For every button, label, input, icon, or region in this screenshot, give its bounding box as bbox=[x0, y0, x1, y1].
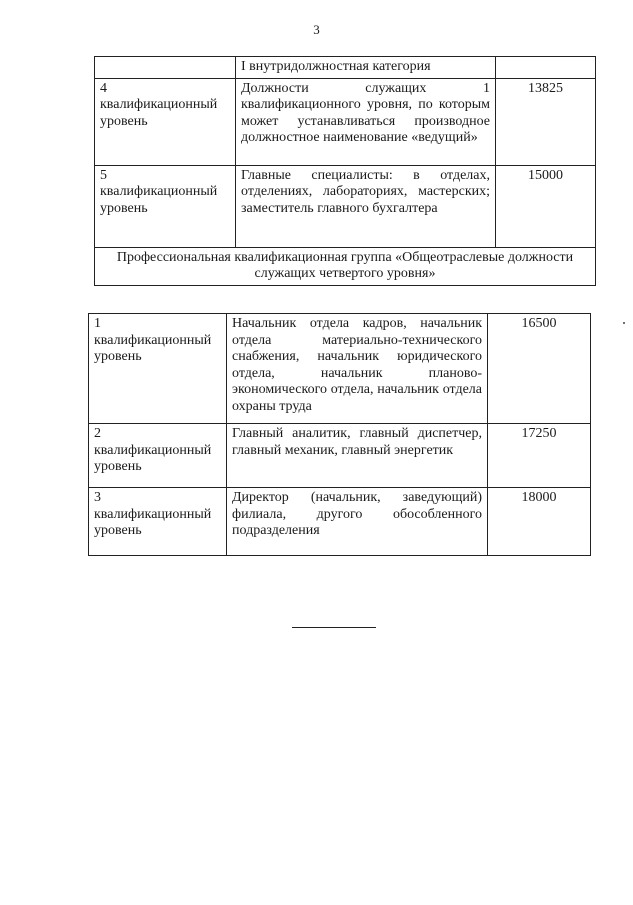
level-cell bbox=[95, 165, 236, 247]
empty-cell bbox=[496, 57, 596, 79]
level-word: квалификационный bbox=[94, 442, 212, 458]
level-unit: уровень bbox=[94, 523, 142, 538]
level-word: квалификационный bbox=[94, 332, 212, 348]
salary-value: 18000 bbox=[488, 488, 591, 556]
category-title: I внутридолжностная категория bbox=[236, 57, 496, 79]
level-word: квалификационный bbox=[94, 506, 212, 522]
level-number: 4 bbox=[100, 80, 107, 96]
table-row bbox=[89, 314, 591, 424]
level-cell bbox=[89, 424, 227, 488]
group-header-row bbox=[95, 247, 596, 285]
salary-value: 16500 bbox=[488, 314, 591, 424]
position-description: Должности служащих 1 квалификационного уровня, по которым может устанавливаться производное должностное наименование «ведущий» bbox=[236, 78, 496, 165]
table-row bbox=[89, 488, 591, 556]
table-row bbox=[95, 165, 596, 247]
position-description: Главный аналитик, главный диспетчер, главный механик, главный энергетик bbox=[227, 424, 488, 488]
level-number: 2 bbox=[94, 426, 101, 441]
level-word: квалификационный bbox=[100, 97, 218, 112]
page-number: 3 bbox=[313, 22, 320, 37]
category-row bbox=[95, 57, 596, 79]
scan-dot bbox=[623, 322, 625, 324]
salary-value: 15000 bbox=[496, 165, 596, 247]
table-row bbox=[95, 78, 596, 165]
position-description: Директор (начальник, заведующий) филиала, другого обособленного подразделения bbox=[227, 488, 488, 556]
level-unit: уровень bbox=[94, 459, 142, 474]
level-number: 1 bbox=[94, 316, 101, 331]
salary-table-lower bbox=[88, 313, 591, 556]
salary-value: 17250 bbox=[488, 424, 591, 488]
salary-table-upper bbox=[94, 56, 596, 286]
position-description: Главные специалисты: в отделах, отделениях, лабораториях, мастерских; заместитель главного бухгалтера bbox=[236, 165, 496, 247]
empty-cell bbox=[95, 57, 236, 79]
level-cell bbox=[89, 488, 227, 556]
level-unit: уровень bbox=[100, 200, 148, 216]
level-word: квалификационный bbox=[100, 184, 218, 199]
table-row bbox=[89, 424, 591, 488]
level-unit: уровень bbox=[94, 349, 142, 364]
closing-rule bbox=[292, 627, 376, 628]
level-unit: уровень bbox=[100, 113, 148, 129]
level-number: 5 bbox=[100, 167, 107, 183]
position-description: Начальник отдела кадров, начальник отдела материально-технического снабжения, начальник юридического отдела, начальник планово-экономического отдела, начальник отдела охраны труда bbox=[227, 314, 488, 424]
level-number: 3 bbox=[94, 490, 101, 505]
group-title: Профессиональная квалификационная группа «Общеотраслевые должности служащих четвертого уровня» bbox=[95, 247, 596, 285]
level-cell bbox=[95, 78, 236, 165]
salary-value: 13825 bbox=[496, 78, 596, 165]
level-cell bbox=[89, 314, 227, 424]
